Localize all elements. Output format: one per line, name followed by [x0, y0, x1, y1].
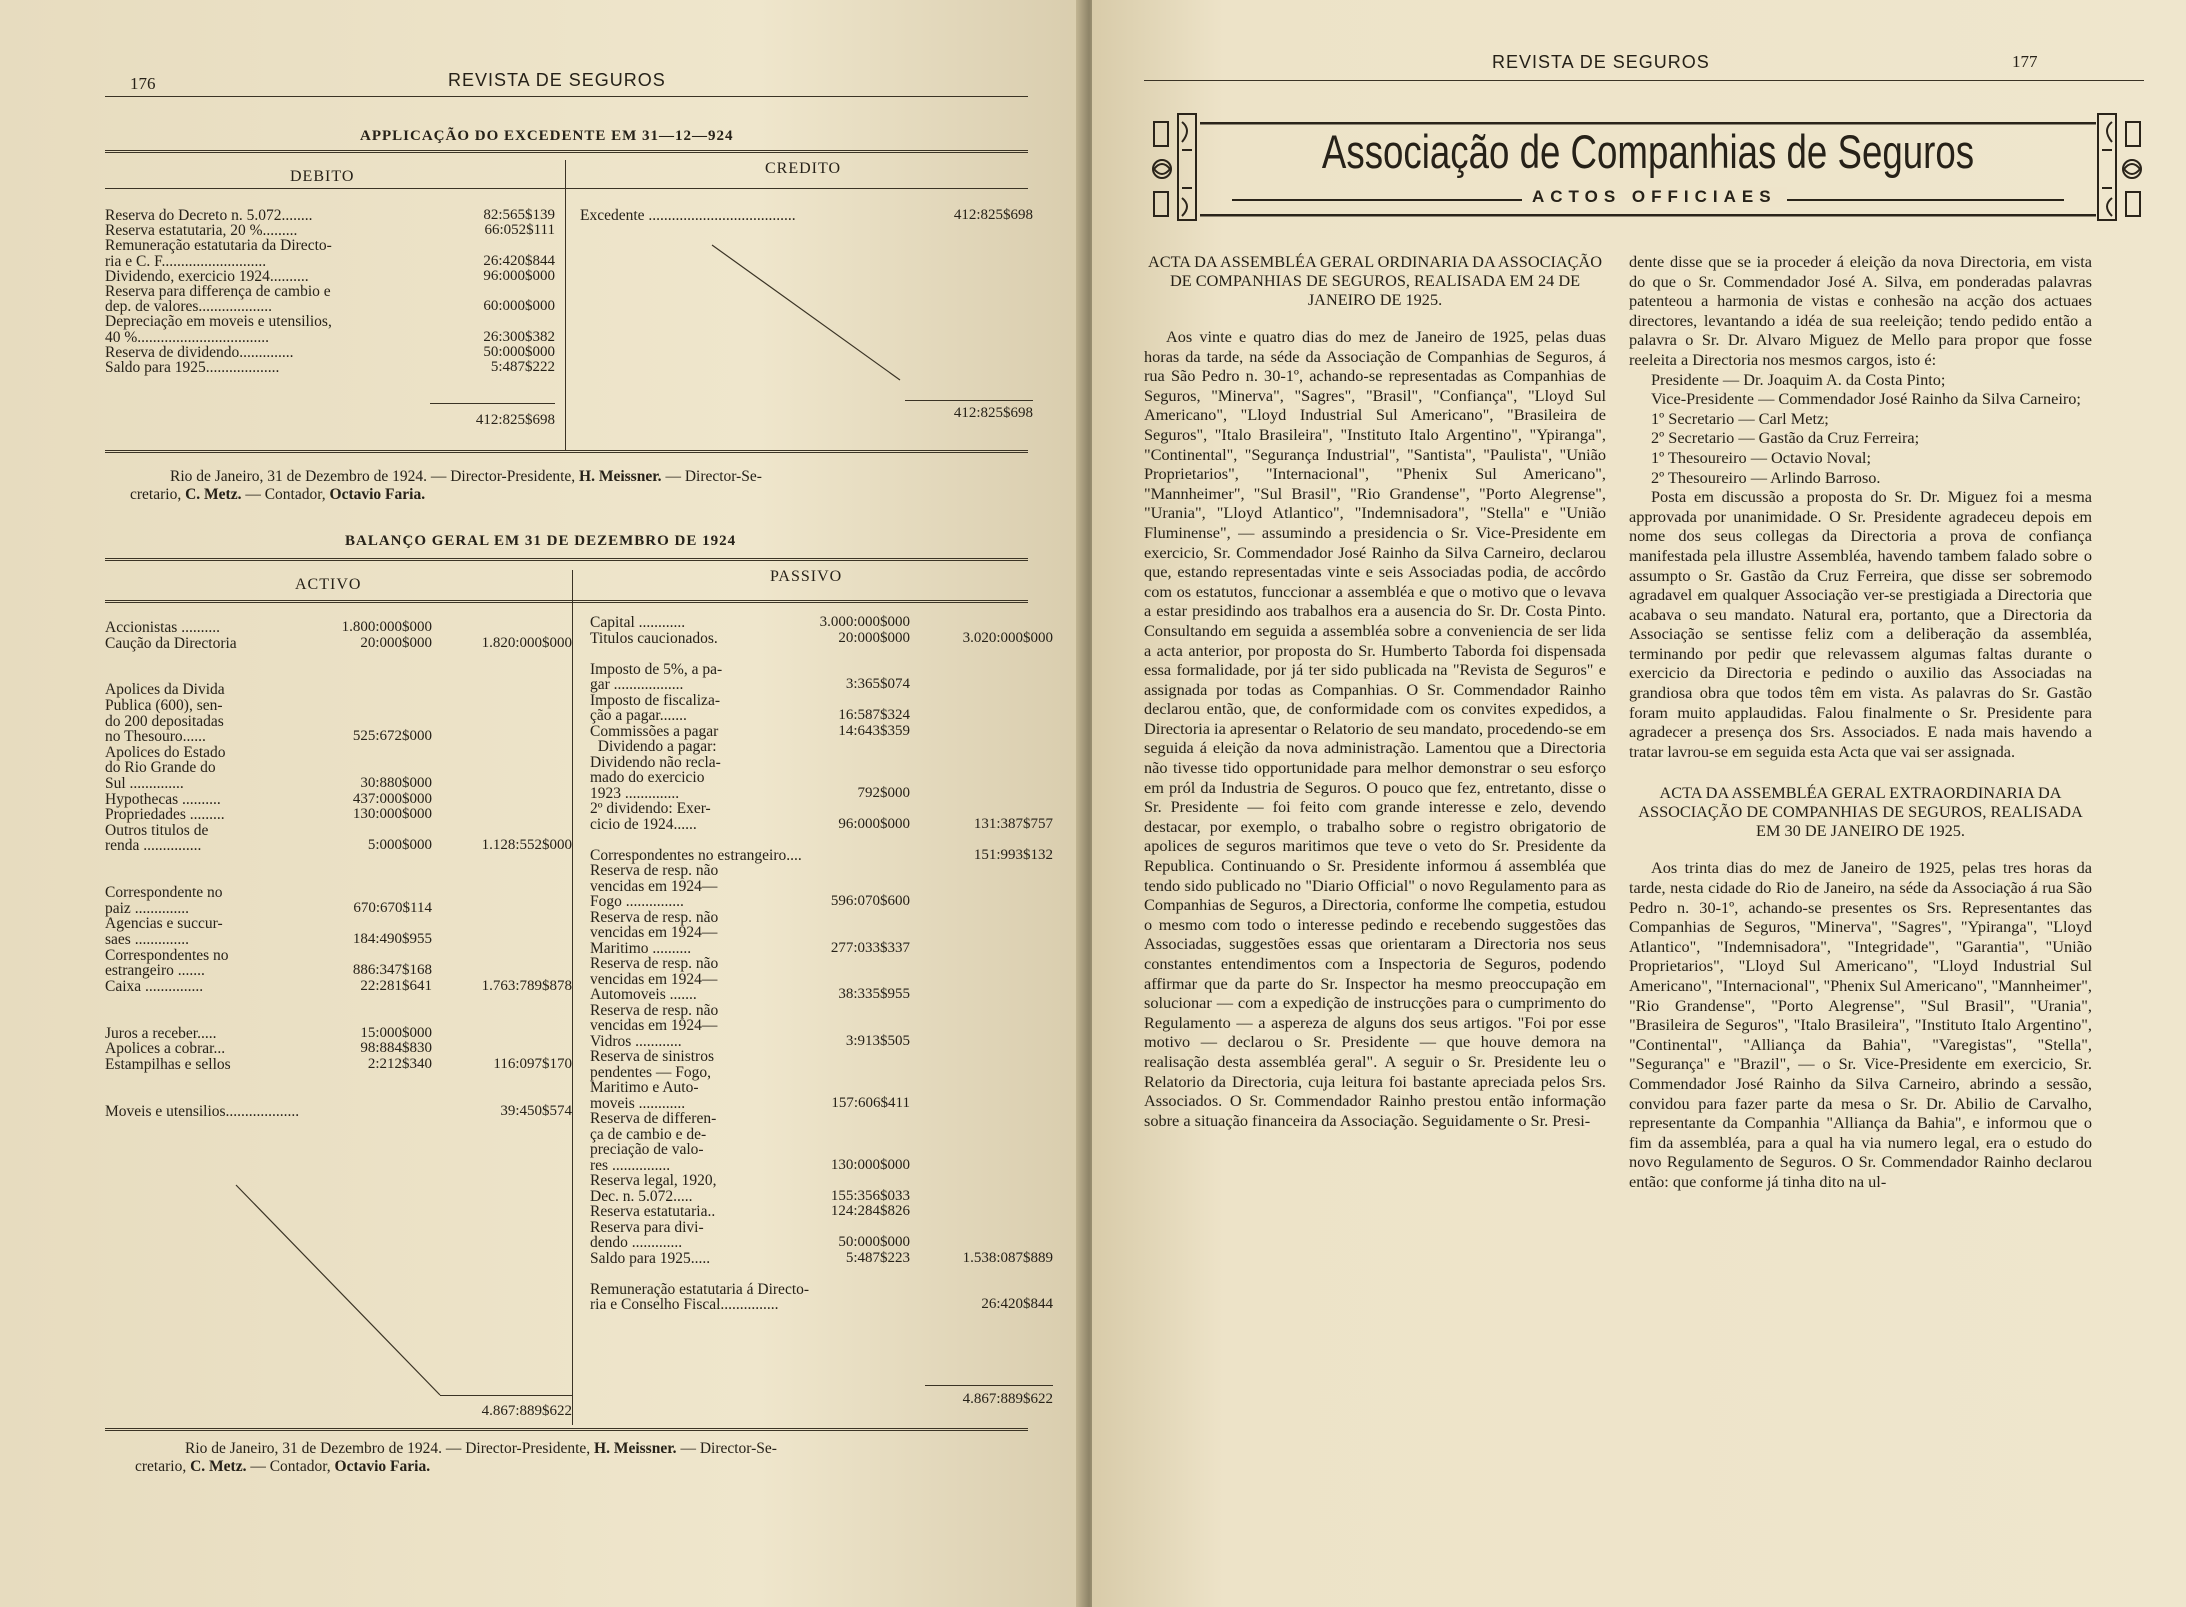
ledger-amount: 20:000$000 — [838, 629, 910, 646]
ledger-amount: 5:000$000 — [367, 837, 432, 854]
ledger-amount: 437:000$000 — [352, 790, 432, 807]
right-page — [1092, 0, 2186, 1607]
table2-bottom-rule — [105, 1428, 1028, 1431]
ledger-amount: 886:347$168 — [352, 962, 432, 979]
ledger-amount: 131:387$757 — [973, 815, 1053, 832]
page-number: 176 — [130, 74, 156, 93]
ledger-label: Reserva de resp. não — [590, 1001, 719, 1019]
article-heading: ACTA DA ASSEMBLÉA GERAL EXTRAORDINARIA DA ASSOCIAÇÃO DE COMPANHIAS DE SEGUROS, REALISADA EM 30 DE JANEIRO DE 1925. — [1638, 783, 2083, 841]
officer-item: 2º Secretario — Gastão da Cruz Ferreira; — [1651, 428, 1920, 448]
ledger-amount: 151:993$132 — [973, 846, 1053, 863]
ledger-label: Hypothecas .......... — [105, 790, 221, 808]
ledger-amount: 124:284$826 — [830, 1203, 910, 1219]
ledger-label: gar .................. — [590, 676, 684, 693]
ledger-label: Fogo ............... — [590, 893, 684, 910]
section-banner — [1152, 110, 2142, 228]
signature-name: C. Metz. — [190, 1458, 247, 1475]
table1-debit-header: DEBITO — [290, 168, 355, 185]
ledger-label: Caução da Directoria — [105, 634, 237, 652]
ledger-label: Remuneração estatutaria da Directo- — [105, 237, 332, 255]
ledger-label: Commissões a pagar — [590, 722, 719, 740]
officer-item: 1º Thesoureiro — Octavio Noval; — [1651, 447, 1871, 467]
ledger-label: do Rio Grande do — [105, 759, 216, 777]
table2-activo-total: 4.867:889$622 — [481, 1403, 572, 1419]
ledger-amount: 1.128:552$000 — [481, 837, 572, 854]
officer-item: 1º Secretario — Carl Metz; — [1651, 408, 1829, 428]
ledger-label: Excedente ...................................... — [580, 207, 796, 224]
ledger-amount: 26:420$844 — [483, 252, 555, 269]
ledger-amount: 184:490$955 — [352, 931, 432, 947]
ledger-label: Propriedades ......... — [105, 806, 225, 824]
ledger-amount: 157:606$411 — [831, 1094, 910, 1111]
banner-title: Associação de Companhias de Seguros — [1321, 125, 1975, 178]
ledger-label: Reserva para divi- — [590, 1218, 704, 1236]
ledger-label: Correspondentes no estrangeiro.... — [590, 846, 802, 864]
signature-name: H. Meissner. — [579, 468, 662, 485]
ledger-amount: 22:281$641 — [360, 977, 432, 994]
ledger-amount: 525:672$000 — [352, 728, 432, 745]
ledger-label: Accionistas .......... — [105, 619, 220, 636]
ledger-amount: 5:487$222 — [490, 359, 555, 375]
ledger-label: Apolices da Divida — [105, 681, 225, 699]
table1-title: APPLICAÇÃO DO EXCEDENTE EM 31—12—924 — [360, 128, 734, 144]
table2-title: BALANÇO GERAL EM 31 DE DEZEMBRO DE 1924 — [345, 533, 737, 549]
ledger-label: Caixa ............... — [105, 977, 204, 995]
table2-passivo-header: PASSIVO — [770, 568, 843, 585]
left-page — [0, 0, 1082, 1607]
ledger-label: no Thesouro...... — [105, 728, 206, 746]
ledger-label: 40 %.................................. — [105, 328, 270, 346]
table2-passivo-total: 4.867:889$622 — [962, 1391, 1053, 1407]
ledger-label: Estampilhas e sellos — [105, 1055, 231, 1073]
running-head: REVISTA DE SEGUROS — [1492, 52, 1710, 72]
ledger-label: 1923 .............. — [590, 784, 680, 802]
ledger-amount: 130:000$000 — [352, 806, 432, 823]
ledger-amount: 3:913$505 — [845, 1032, 910, 1049]
ledger-label: Publica (600), sen- — [105, 697, 223, 714]
table2-activo-total-rule — [440, 1395, 572, 1396]
ledger-label: cicio de 1924...... — [590, 815, 697, 833]
article-paragraph: Aos trinta dias do mez de Janeiro de 1925, pelas tres horas da tarde, nesta cidade do Rio de Janeiro, na séde da Associação á rua São Pedro n. 30-1º, achando-se presentes os Srs. Representantes das Companhias de Seguros, "Minerva", "Sagres", "Ypiranga", "Lloyd Atlantico", "Indemnisadora", "Integridade", "Garantia", "União Proprietarios", "Lloyd Sul Americano", "Lloyd Industrial Sul Americano", "Internacional", "Phenix Sul Americano", "Mannheimer", "Rio Grandense", "Porto Alegrense", "Sul Brasil", "Urania", "Brasileira de Seguros", "Italo Brasileira", "Instituto Italo Argentino", "Continental", "Alliança da Bahia", "Varegistas", "Stella", "Segurança" e "Brazil", — o Sr. Vice-Presidente em exercicio, Sr. Commendador José Rainho da Silva Carneiro, abrindo a sessão, convidou para fazer parte da mesa o Sr. Dr. Abilio de Carvalho, representante da Companhia "Alliança da Bahia", e informou que o fim da assembléa, para a qual ha via numero legal, era o estudo do novo Regulamento de Seguros. O Sr. Commendador Rainho declarou então: que conforme já tinha dito na ul- — [1629, 858, 2092, 1191]
table1-credit-total: 412:825$698 — [953, 405, 1033, 421]
article-heading: ACTA DA ASSEMBLÉA GERAL ORDINARIA DA ASSOCIAÇÃO DE COMPANHIAS DE SEGUROS, REALISADA EM 24 DE JANEIRO DE 1925. — [1147, 252, 1603, 309]
ledger-label: Moveis e utensilios................... — [105, 1102, 300, 1120]
ledger-label: Reserva de resp. não — [590, 955, 719, 972]
ledger-label: Maritimo .......... — [590, 939, 692, 957]
officer-list — [1629, 370, 2092, 488]
ledger-amount: 3.020:000$000 — [962, 629, 1053, 646]
signature-name: C. Metz. — [185, 486, 242, 503]
ledger-label: Imposto de 5%, a pa- — [590, 660, 723, 678]
signature-name: Octavio Faria. — [334, 1458, 431, 1475]
table1-debit-total: 412:825$698 — [475, 412, 555, 428]
ledger-amount: 1.800:000$000 — [341, 619, 432, 635]
ledger-label: ça de cambio e de- — [590, 1125, 707, 1143]
ledger-amount: 412:825$698 — [953, 207, 1033, 223]
ledger-label: res ............... — [590, 1156, 671, 1174]
ledger-label: moveis ............ — [590, 1094, 686, 1112]
ledger-label: ção a pagar....... — [590, 707, 687, 724]
table2-cancel-strokes — [0, 0, 1082, 1607]
ledger-amount: 14:643$359 — [838, 722, 910, 739]
signature-text: — Director-Se- — [676, 1440, 777, 1457]
ledger-label: Titulos caucionados. — [590, 629, 718, 647]
ledger-amount: 39:450$574 — [500, 1102, 572, 1119]
ledger-label: renda ............... — [105, 837, 202, 855]
ledger-amount: 20:000$000 — [360, 634, 432, 651]
ledger-label: Depreciação em moveis e utensilios, — [105, 313, 332, 331]
ledger-amount: 26:300$382 — [483, 328, 555, 345]
ledger-label: mado do exercicio — [590, 769, 705, 786]
ledger-amount: 38:335$955 — [838, 986, 910, 1002]
ledger-label: Outros titulos de — [105, 821, 209, 839]
table2-signature — [135, 1440, 1045, 1476]
signature-text: Rio de Janeiro, 31 de Dezembro de 1924. — Director-Presidente, — [170, 468, 580, 485]
page-number: 177 — [2012, 52, 2038, 71]
ledger-amount: 277:033$337 — [830, 939, 910, 956]
banner-subtitle-band — [1232, 187, 2064, 206]
ledger-label: Dividendo a pagar: — [590, 738, 717, 755]
ledger-label: Reserva estatutaria, 20 %......... — [105, 222, 298, 240]
ledger-label: Agencias e succur- — [105, 915, 223, 933]
ledger-label: Reserva de differen- — [590, 1110, 717, 1127]
signature-text: cretario, — [130, 486, 186, 503]
ledger-label: preciação de valo- — [590, 1141, 704, 1158]
ledger-amount: 50:000$000 — [483, 343, 555, 360]
ledger-amount: 60:000$000 — [483, 298, 555, 315]
ledger-label: Juros a receber..... — [105, 1024, 217, 1042]
ledger-amount: 16:587$324 — [838, 707, 910, 723]
ledger-label: vencidas em 1924— — [590, 1017, 718, 1034]
ledger-label: Apolices do Estado — [105, 743, 226, 761]
officer-item: Vice-Presidente — Commendador José Rainho da Silva Carneiro; — [1651, 389, 2081, 409]
article-paragraph: dente disse que se ia proceder á eleição da nova Directoria, em vista do que o Sr. Commendador José A. Silva, em ponderadas palavras patenteou a harmonia de vistas e conhesão na acção dos actuaes directores, levantando a idéa de sua reeleição; tendo pedido então a palavra o Sr. Dr. Alvaro Miguez de Mello para propor que fosse reeleita a Directoria nos mesmos cargos, isto é: — [1629, 252, 2092, 369]
signature-name: H. Meissner. — [594, 1440, 677, 1457]
ledger-label: paiz .............. — [105, 899, 189, 917]
ledger-amount: 66:052$111 — [484, 222, 555, 239]
ledger-label: Reserva estatutaria.. — [590, 1203, 716, 1220]
table2-activo-header: ACTIVO — [295, 576, 362, 593]
ledger-label: estrangeiro ....... — [105, 962, 205, 980]
ledger-label: Vidros ............ — [590, 1032, 682, 1050]
ledger-amount: 82:565$139 — [483, 207, 555, 223]
ledger-amount: 2:212$340 — [367, 1055, 432, 1072]
ledger-label: Dec. n. 5.072..... — [590, 1187, 693, 1205]
ledger-label: Automoveis ....... — [590, 986, 697, 1003]
ledger-amount: 1.538:087$889 — [962, 1249, 1053, 1266]
officer-item: 2º Thesoureiro — Arlindo Barroso. — [1651, 467, 1881, 487]
ledger-label: Reserva de sinistros — [590, 1048, 714, 1065]
ledger-label: Saldo para 1925................... — [105, 359, 280, 376]
ledger-amount: 792$000 — [857, 784, 910, 801]
ledger-label: Dividendo não recla- — [590, 753, 721, 771]
ledger-label: Reserva de resp. não — [590, 908, 719, 926]
ledger-amount: 26:420$844 — [981, 1296, 1053, 1312]
ledger-amount: 1.820:000$000 — [481, 634, 572, 651]
banner-subtitle: ACTOS OFFICIAES — [1522, 187, 1787, 207]
article-column-2 — [1629, 252, 2092, 1192]
ledger-label: Reserva legal, 1920, — [590, 1172, 717, 1189]
ledger-amount: 96:000$000 — [838, 815, 910, 832]
ledger-label: pendentes — Fogo, — [590, 1063, 711, 1081]
signature-text: — Contador, — [246, 1458, 335, 1475]
ledger-label: Reserva do Decreto n. 5.072........ — [105, 207, 313, 224]
ledger-label: do 200 depositadas — [105, 712, 224, 730]
ledger-label: vencidas em 1924— — [590, 970, 718, 988]
ledger-label: ria e Conselho Fiscal............... — [590, 1296, 779, 1313]
table2-passivo-total-rule — [925, 1385, 1053, 1386]
article-paragraph: Aos vinte e quatro dias do mez de Janeiro de 1925, pelas duas horas da tarde, na séde da Associação de Companhias de Seguros, á rua São Pedro n. 30-1º, achando-se representadas as Companhias de Seguros, "Minerva", "Sagres", "Brasil", "Confiança", "Lloyd Sul Americano", "Lloyd Industrial Sul Americano", "Brasileira de Seguros", "Italo Brasileira", "Instituto Italo Argentino", "Ypiranga", "Continental", "Segurança Industrial", "Santista", "Paulista", "União Proprietarios", "Internacional", "Phenix Sul Americano", "Mannheimer", "Sul Brasil", "Rio Grandense", "Porto Alegrense", "Urania", "Lloyd Atlantico", "Indemnisadora", "Stella" e "União Fluminense", — assumindo a presidencia o Sr. Vice-Presidente em exercicio, Sr. Commendador José Rainho da Silva Carneiro, declarou que, estando representadas vinte e seis Associadas podia, de accôrdo com os estatutos, funccionar a assembléa e que o motivo que o levava a estar presidindo aos trabalhos era a ausencia do Sr. Dr. Costa Pinto. Consultando em seguida a assembléa sobre a conveniencia de ser lida a acta anterior, por proposta do Sr. Humberto Taborda foi dispensada essa formalidade, por já ter sido publicada na "Revista de Seguros" e assignada por todas as Companhias. O Sr. Commendador Rainho declarou então, que, de conformidade com os convites expedidos, a Directoria ia apresentar o Relatorio de seu mandato, procedendo-se em seguida á eleição da nova administração. Lamentou que a Directoria não tivesse tido opportunidade para melhor demonstrar o seu esforço em pról da Industria de Seguros. O pouco que fez, entretanto, disse o Sr. Presidente — foi feito com grande interesse e zelo, devendo destacar, por exemplo, o trabalho sobre o registro obrigatorio de apolices de seguros maritimos que teve o veto do Sr. Presidente da Republica. Continuando o Sr. Presidente informou á assembléa que tendo sido publicado no "Diario Official" o novo Regulamento para as Companhias de Seguros, a Directoria, conforme lhe competia, estudou o mesmo com todo o interesse pedindo e recebendo suggestões das Associadas, suggestões essas que orientaram a Directoria nos seus constantes entendimentos com a Inspectoria de Seguros, podendo affirmar que da parte do Sr. Inspector ha mesmo preoccupação em solucionar — com a expedição de instrucções para o cumprimento do Regulamento — a aspereza de alguns dos seus artigos. "Foi por esse motivo — declarou o Sr. Presidente — que houve demora na realisação desta assembléa geral". A seguir o Sr. Presidente leu o Relatorio da Directoria, cuja leitura foi bastante apreciada pelos Srs. Associados. O Sr. Commendador Rainho prestou então informação sobre a situação financeira da Associação. Seguidamente o Sr. Presi- — [1144, 327, 1607, 1130]
ledger-amount: 155:356$033 — [830, 1187, 910, 1204]
ledger-label: Correspondentes no — [105, 946, 229, 964]
officer-item: Presidente — Dr. Joaquim A. da Costa Pinto; — [1651, 369, 1946, 389]
signature-name: Octavio Faria. — [329, 486, 426, 503]
ledger-amount: 98:884$830 — [360, 1040, 432, 1057]
ledger-amount: 5:487$223 — [845, 1249, 910, 1266]
ledger-label: saes .............. — [105, 931, 189, 948]
ledger-amount: 96:000$000 — [483, 267, 555, 284]
ledger-amount: 30:880$000 — [360, 775, 432, 791]
signature-text: cretario, — [135, 1458, 191, 1475]
table1-credit-header: CREDITO — [765, 160, 842, 177]
ledger-label: Reserva de dividendo.............. — [105, 343, 294, 361]
signature-text: — Contador, — [241, 486, 330, 503]
ledger-amount: 130:000$000 — [830, 1156, 910, 1173]
ledger-label: Imposto de fiscaliza- — [590, 691, 720, 709]
ledger-label: Correspondente no — [105, 884, 223, 902]
running-head: REVISTA DE SEGUROS — [448, 70, 666, 90]
ledger-label: Saldo para 1925..... — [590, 1249, 711, 1267]
ledger-label: Capital ............ — [590, 614, 686, 631]
ledger-amount: 3.000:000$000 — [819, 614, 910, 630]
article-column-1 — [1144, 252, 1606, 1130]
ledger-label: Apolices a cobrar... — [105, 1040, 226, 1058]
ledger-label: Maritimo e Auto- — [590, 1079, 699, 1096]
ledger-amount: 596:070$600 — [830, 893, 910, 909]
ledger-label: vencidas em 1924— — [590, 877, 718, 895]
ledger-amount: 15:000$000 — [360, 1024, 432, 1041]
ledger-amount: 3:365$074 — [845, 676, 910, 692]
ledger-label: Sul .............. — [105, 775, 184, 792]
ledger-amount: 50:000$000 — [838, 1234, 910, 1250]
ledger-label: dendo ............. — [590, 1234, 683, 1251]
signature-text: — Director-Se- — [661, 468, 762, 485]
ledger-amount: 116:097$170 — [493, 1055, 572, 1072]
article-paragraph: Posta em discussão a proposta do Sr. Dr. Miguez foi a mesma approvada por unanimidade. O Sr. Presidente agradeceu depois em nome dos seus collegas da Directoria a prova de confiança manifestada pela illustre Assembléa, havendo tambem falado sobre o assumpto o Sr. Gastão da Cruz Ferreira, que disse ser sobremodo agradavel em qualquer Associação ver-se prestigiada a Directoria que acabava o seu mandato. Natural era, portanto, que a Directoria da Associação se sentisse feliz com a deliberação da assembléa, terminando por pedir que relevassem algumas faltas durante o exercicio da Directoria e pedindo o auxilio das Associadas na grandiosa obra que todos têm em vista. As palavras do Sr. Gastão foram muito applaudidas. Falou finalmente o Sr. Presidente para agradecer a presença dos Srs. Associados. E nada mais havendo a tratar lavrou-se em seguida esta Acta que vai ser assignada. — [1629, 487, 2092, 761]
ledger-label: Remuneração estatutaria á Directo- — [590, 1280, 810, 1298]
ledger-amount: 1.763:789$878 — [481, 977, 572, 994]
ledger-label: dep. de valores................... — [105, 298, 273, 316]
ledger-amount: 670:670$114 — [353, 899, 432, 916]
signature-text: Rio de Janeiro, 31 de Dezembro de 1924. — Director-Presidente, — [185, 1440, 595, 1457]
ledger-label: 2º dividendo: Exer- — [590, 800, 711, 817]
ledger-label: Dividendo, exercicio 1924.......... — [105, 267, 309, 285]
ledger-label: vencidas em 1924— — [590, 924, 718, 941]
ledger-label: Reserva de resp. não — [590, 862, 719, 879]
ledger-label: ria e C. F........................... — [105, 252, 267, 270]
ledger-label: Reserva para differença de cambio e — [105, 283, 331, 300]
header-rule — [1144, 80, 2144, 81]
